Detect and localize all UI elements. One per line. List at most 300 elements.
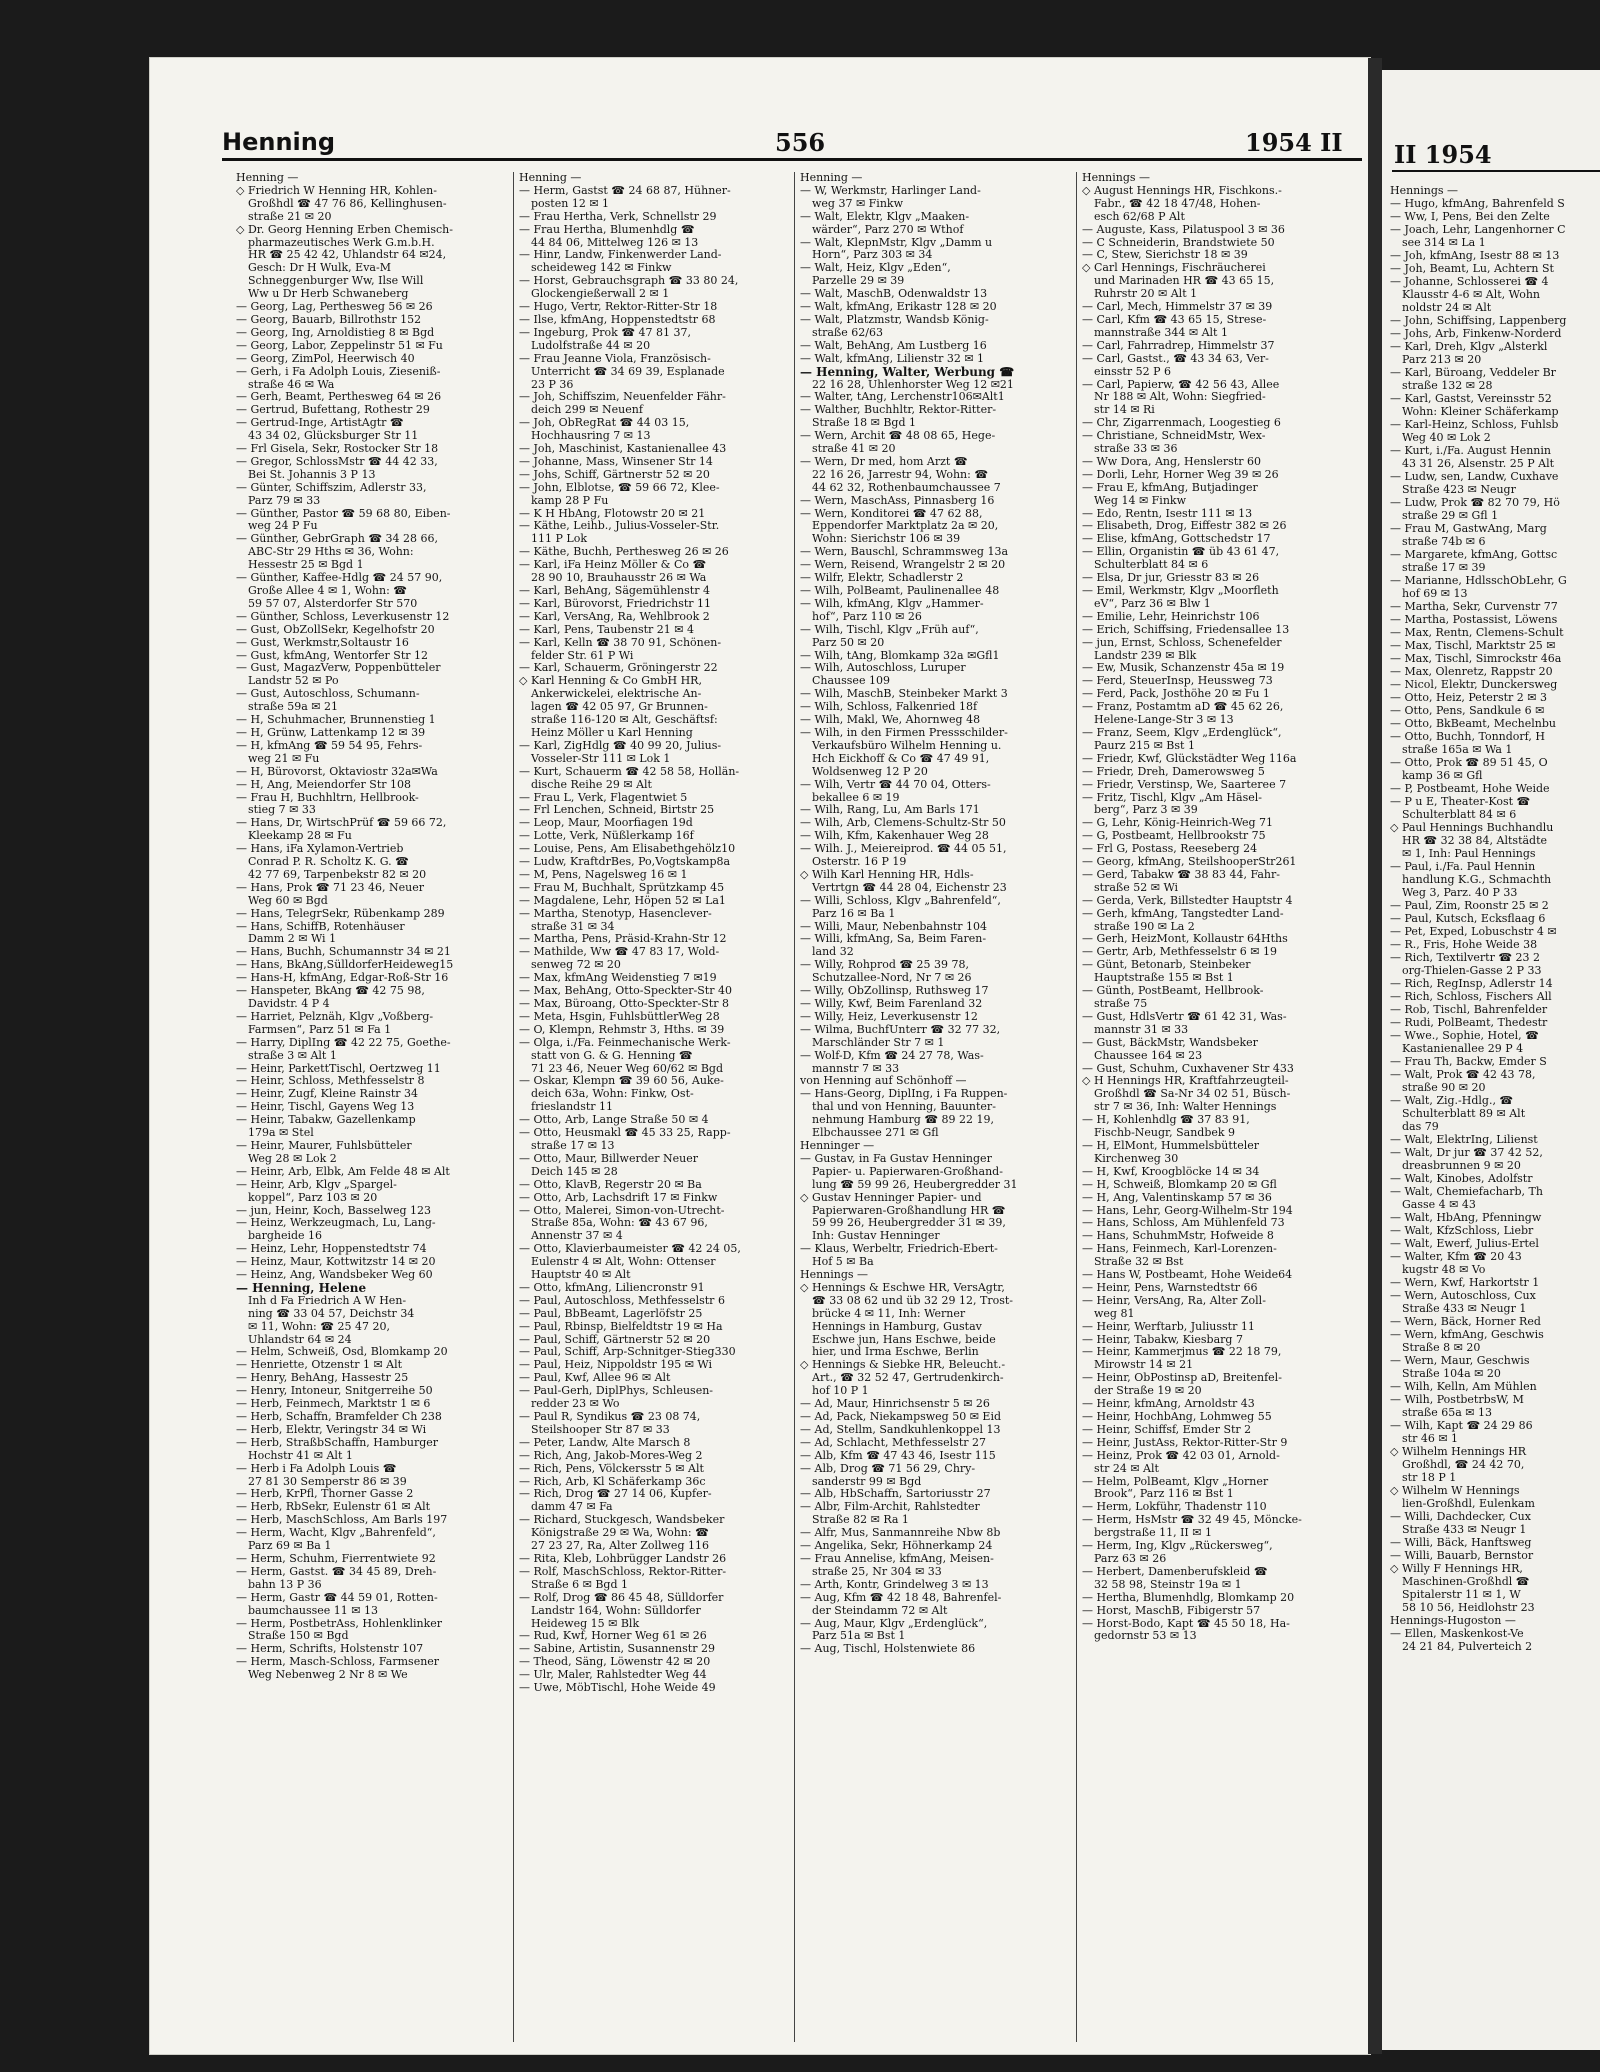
listing-line: ◇ Gustav Henninger Papier- und — [800, 1191, 982, 1204]
listing-line: Papierwaren-Großhandlung HR ☎ — [812, 1204, 1006, 1217]
listing-line: Fischb-Neugr, Sandbek 9 — [1094, 1127, 1236, 1140]
listing-line: — Heinr, Tabakw, Gazellenkamp — [236, 1114, 416, 1127]
listing-line: ◇ Willy F Hennings HR, — [1390, 1562, 1523, 1575]
listing-line: der Straße 19 ✉ 20 — [1094, 1385, 1202, 1398]
listing-line: — Willy, ObZollinsp, Ruthsweg 17 — [800, 985, 989, 998]
listing-line: Hauptstr 40 ✉ Alt — [531, 1269, 631, 1282]
listing-line: 59 99 26, Heubergredder 31 ✉ 39, — [812, 1217, 1006, 1230]
listing-line: — Herb, StraßbSchaffn, Hamburger — [236, 1436, 439, 1449]
listing-line: Parz 63 ✉ 26 — [1094, 1552, 1167, 1565]
listing-line: ✉ 11, Wohn: ☎ 25 47 20, — [248, 1320, 390, 1333]
listing-line: — H, Kohlenhdlg ☎ 37 83 91, — [1082, 1114, 1250, 1127]
listing-line: — Wilh, Vertr ☎ 44 70 04, Otters- — [800, 778, 991, 791]
listing-line: Conrad P. R. Scholtz K. G. ☎ — [248, 856, 409, 869]
listing-line: pharmazeutisches Werk G.m.b.H. — [248, 236, 435, 249]
listing-line: — Elise, kfmAng, Gottschedstr 17 — [1082, 533, 1271, 546]
listing-line: — Herm, Schuhm, Fierrentwiete 92 — [236, 1552, 436, 1565]
listing-line: — Frau Hertha, Verk, Schnellstr 29 — [519, 210, 717, 223]
listing-line: senweg 72 ✉ 20 — [531, 959, 621, 972]
listing-line: ◇ Hennings & Siebke HR, Beleucht.- — [800, 1359, 1006, 1372]
listing-line: — Heinr, Kammerjmus ☎ 22 18 79, — [1082, 1346, 1282, 1359]
listing-line: — Hugo, Vertr, Rektor-Ritter-Str 18 — [519, 301, 718, 314]
listing-line: — Gerda, Verk, Billstedter Hauptstr 4 — [1082, 894, 1293, 907]
listing-line: — Ludw, KraftdrBes, Po,Vogtskamp8a — [519, 856, 731, 869]
listing-line: — H, Kwf, Kroogblöcke 14 ✉ 34 — [1082, 1165, 1260, 1178]
listing-line: — Georg, Labor, Zeppelinstr 51 ✉ Fu — [236, 339, 443, 352]
listing-line: — P u E, Theater-Kost ☎ — [1390, 795, 1531, 808]
listing-line: straße 75 — [1094, 998, 1148, 1010]
listing-line: Eulenstr 4 ✉ Alt, Wohn: Ottenser — [531, 1256, 716, 1269]
listing-line: lung ☎ 59 99 26, Heubergredder 31 — [812, 1178, 1018, 1191]
listing-line: — Willi, Dachdecker, Cux — [1390, 1510, 1531, 1523]
listing-line: str 18 P 1 — [1402, 1471, 1457, 1484]
listing-line: Horn“, Parz 303 ✉ 34 — [812, 249, 933, 262]
listing-line: esch 62/68 P Alt — [1094, 210, 1185, 223]
listing-line: Ww u Dr Herb Schwaneberg — [248, 288, 409, 301]
listing-line: — Gust, Werkmstr,Soltaustr 16 — [236, 636, 409, 649]
listing-line: stieg 7 ✉ 33 — [248, 804, 316, 817]
listing-line: Heideweg 15 ✉ Blk — [531, 1617, 640, 1630]
listing-line: — Walt, Dr jur ☎ 37 42 52, — [1390, 1146, 1543, 1159]
listing-line: Weg Nebenweg 2 Nr 8 ✉ We — [248, 1669, 408, 1682]
listing-line: — Henriette, Otzenstr 1 ✉ Alt — [236, 1359, 403, 1372]
listing-line: Ludolfstraße 44 ✉ 20 — [531, 339, 651, 352]
listing-line: Straße 104a ✉ 20 — [1402, 1367, 1501, 1380]
listing-line: — Johanne, Schlosserei ☎ 4 — [1390, 275, 1549, 288]
listing-line: — Ad, Schlacht, Methfesselstr 27 — [800, 1436, 986, 1449]
listing-line: Kastanienallee 29 P 4 — [1402, 1042, 1524, 1055]
listing-line: — Otto, Buchh, Tonndorf, H — [1390, 730, 1545, 743]
listing-line: 71 23 46, Neuer Weg 60/62 ✉ Bgd — [531, 1062, 723, 1075]
listing-line: straße 65a ✉ 13 — [1402, 1406, 1492, 1419]
listing-line: Marschländer Str 7 ✉ 1 — [812, 1036, 945, 1049]
listing-line: — Paul, Rbinsp, Bielfeldtstr 19 ✉ Ha — [519, 1320, 723, 1333]
facing-listing-column — [1390, 184, 1600, 1653]
listing-line: — Wilh, Kelln, Am Mühlen — [1390, 1380, 1537, 1393]
listing-line: — Hans, Schloss, Am Mühlenfeld 73 — [1082, 1217, 1285, 1230]
listing-line: — Gust, MagazVerw, Poppenbütteler — [236, 662, 441, 675]
listing-line: — Joh, ObRegRat ☎ 44 03 15, — [519, 417, 690, 430]
listing-line: kugstr 48 ✉ Vo — [1402, 1263, 1486, 1276]
listing-line: — Walt, Kinobes, Adolfstr — [1390, 1172, 1533, 1185]
listing-line: — Paul, Schiff, Gärtnerstr 52 ✉ 20 — [519, 1333, 711, 1346]
listing-line: — Frau Jeanne Viola, Französisch- — [519, 352, 711, 365]
listing-line: — John, Elblotse, ☎ 59 66 72, Klee- — [519, 481, 720, 494]
listing-line: Wohn: Sierichstr 106 ✉ 39 — [812, 533, 961, 546]
listing-line: — Wern, Dr med, hom Arzt ☎ — [800, 455, 968, 468]
listing-line: 24 21 84, Pulverteich 2 — [1402, 1640, 1533, 1653]
listing-line: Fabr., ☎ 42 18 47/48, Hohen- — [1094, 197, 1261, 210]
listing-line: — Paul, Zim, Roonstr 25 ✉ 2 — [1390, 899, 1549, 912]
listing-line: — Rolf, MaschSchloss, Rektor-Ritter- — [519, 1565, 727, 1578]
listing-line: — Joach, Lehr, Langenhorner C — [1390, 223, 1566, 236]
listing-line: — Walt, KlepnMstr, Klgv „Damm u — [800, 236, 993, 249]
listing-line: — Carl, Kfm ☎ 43 65 15, Strese- — [1082, 313, 1267, 326]
listing-line: — Heinr, kfmAng, Arnoldstr 43 — [1082, 1398, 1255, 1411]
listing-line: — Herm, Ing, Klgv „Rückersweg“, — [1082, 1540, 1273, 1553]
listing-line: — Otto, Heusmakl ☎ 45 33 25, Rapp- — [519, 1127, 731, 1140]
listing-line: — Max, kfmAng Weidenstieg 7 ✉19 — [519, 972, 717, 985]
listing-line: — Rita, Kleb, Lohbrügger Landstr 26 — [519, 1552, 727, 1565]
listing-line: — H, ElMont, Hummelsbütteler — [1082, 1139, 1259, 1152]
listing-line: Mirowstr 14 ✉ 21 — [1094, 1359, 1194, 1372]
listing-line: — Frau H, Buchhltrn, Hellbrook- — [236, 791, 419, 804]
listing-line: — Gust, HdlsVertr ☎ 61 42 31, Was- — [1082, 1010, 1287, 1023]
listing-line: posten 12 ✉ 1 — [531, 197, 610, 210]
listing-line: — Wilh, Arb, Clemens-Schultz-Str 50 — [800, 817, 1006, 830]
listing-line: — Gust, BäckMstr, Wandsbeker — [1082, 1036, 1258, 1049]
listing-line: Straße 150 ✉ Bgd — [248, 1630, 349, 1643]
listing-line: das 79 — [1402, 1120, 1439, 1133]
listing-line: Glockengießerwall 2 ✉ 1 — [531, 288, 670, 301]
listing-line: — Joh, Schiffszim, Neuenfelder Fähr- — [519, 391, 726, 404]
listing-line: — Helm, Schweiß, Osd, Blomkamp 20 — [236, 1346, 448, 1359]
listing-line: — Elsa, Dr jur, Griesstr 83 ✉ 26 — [1082, 572, 1260, 585]
listing-line: 22 16 28, Uhlenhorster Weg 12 ✉21 — [812, 378, 1014, 391]
listing-line: felder Str. 61 P Wi — [531, 649, 634, 662]
listing-line: — H, Schweiß, Blomkamp 20 ✉ Gfl — [1082, 1178, 1277, 1191]
listing-line: Hennings — — [1390, 184, 1459, 197]
listing-line: — Heinr, Tischl, Gayens Weg 13 — [236, 1101, 415, 1114]
listing-line: Art., ☎ 32 52 47, Gertrudenkirch- — [812, 1372, 1004, 1385]
listing-line: — Gertr, Arb, Methfesselstr 6 ✉ 19 — [1082, 946, 1277, 959]
listing-line: Schutzallee-Nord, Nr 7 ✉ 26 — [812, 972, 972, 985]
listing-line: — K H HbAng, Flotowstr 20 ✉ 21 — [519, 507, 706, 520]
listing-line: — Rich, Drog ☎ 27 14 06, Kupfer- — [519, 1488, 712, 1501]
listing-line: — Meta, Hsgin, FuhlsbüttlerWeg 28 — [519, 1010, 720, 1023]
listing-line: — Paul R, Syndikus ☎ 23 08 74, — [519, 1411, 701, 1423]
listing-line: — Heinr, Maurer, Fuhlsbütteler — [236, 1139, 412, 1152]
listing-line: Ankerwickelei, elektrische An- — [531, 688, 702, 701]
listing-line: — Heinr, HochbAng, Lohmweg 55 — [1082, 1411, 1272, 1423]
listing-line: — Angelika, Sekr, Höhnerkamp 24 — [800, 1540, 993, 1553]
listing-line: — Georg, Bauarb, Billrothstr 152 — [236, 313, 422, 326]
listing-line: ◇ Wilhelm W Hennings — [1390, 1484, 1520, 1497]
listing-line: — G, Postbeamt, Hellbrookstr 75 — [1082, 830, 1266, 843]
listing-line: Schulterblatt 84 ✉ 6 — [1094, 559, 1209, 572]
listing-line: — Herm, PostbetrAss, Hohlenklinker — [236, 1617, 443, 1630]
listing-line: — Willi, Maur, Nebenbahnstr 104 — [800, 920, 987, 933]
listing-line: Wohn: Kleiner Schäferkamp — [1402, 405, 1559, 418]
listing-line: str 24 ✉ Alt — [1094, 1462, 1159, 1475]
listing-line: — Rich, Textilvertr ☎ 23 2 — [1390, 951, 1541, 964]
listing-line: — Erich, Schiffsing, Friedensallee 13 — [1082, 623, 1290, 636]
listing-line: — Heinr, Arb, Elbk, Am Felde 48 ✉ Alt — [236, 1165, 450, 1178]
listing-line: damm 47 ✉ Fa — [531, 1501, 613, 1514]
listing-line: — Günt, Betonarb, Steinbeker — [1082, 959, 1251, 972]
listing-line: weg 81 — [1094, 1307, 1135, 1320]
listing-line: koppel“, Parz 103 ✉ 20 — [248, 1191, 378, 1204]
listing-line: Hch Eickhoff & Co ☎ 47 49 91, — [812, 752, 990, 765]
listing-line: — Alb, Drog ☎ 71 56 29, Chry- — [800, 1462, 976, 1475]
column-divider — [1076, 172, 1077, 2042]
facing-page-head: II 1954 — [1394, 140, 1492, 169]
listing-line: — Ferd, Pack, Josthöhe 20 ✉ Fu 1 — [1082, 688, 1270, 701]
listing-line: — Kurt, Schauerm ☎ 42 58 58, Hollän- — [519, 765, 740, 778]
listing-line: 32 58 98, Steinstr 19a ✉ 1 — [1094, 1578, 1242, 1591]
listing-column-2 — [519, 172, 787, 1695]
listing-line: — Otto, Klavierbaumeister ☎ 42 24 05, — [519, 1243, 741, 1256]
listing-line: land 32 — [812, 946, 854, 959]
listing-line: straße 21 ✉ 20 — [248, 210, 332, 223]
listing-line: — Max, Olenretz, Rappstr 20 — [1390, 665, 1553, 678]
listing-line: hof 10 P 1 — [812, 1385, 869, 1398]
listing-line: — Otto, kfmAng, Liliencronstr 91 — [519, 1281, 705, 1294]
listing-line: hof“, Parz 110 ✉ 26 — [812, 610, 922, 623]
listing-line: — Herb, MaschSchloss, Am Barls 197 — [236, 1514, 448, 1527]
listing-line: — Karl-Heinz, Schloss, Fuhlsb — [1390, 418, 1559, 431]
listing-line: — Hans, Buchh, Schumannstr 34 ✉ 21 — [236, 946, 451, 959]
listing-line: — Karl, iFa Heinz Möller & Co ☎ — [519, 559, 707, 572]
listing-line: — Margarete, kfmAng, Gottsc — [1390, 548, 1558, 561]
listing-line: — Hugo, kfmAng, Bahrenfeld S — [1390, 197, 1565, 210]
listing-line: Annenstr 37 ✉ 4 — [531, 1230, 623, 1243]
listing-line: Ruhrstr 20 ✉ Alt 1 — [1094, 288, 1198, 301]
listing-line: — Max, Rentn, Clemens-Schult — [1390, 626, 1564, 639]
listing-line: Hennings — — [800, 1269, 869, 1282]
listing-line: — Aug, Tischl, Holstenwiete 86 — [800, 1643, 976, 1656]
listing-line: Klausstr 4-6 ✉ Alt, Wohn — [1402, 288, 1540, 301]
listing-line: Unterricht ☎ 34 69 39, Esplanade — [531, 365, 725, 378]
listing-line: — Heinr, Tabakw, Kiesbarg 7 — [1082, 1333, 1243, 1346]
listing-line: Papier- u. Papierwaren-Großhand- — [812, 1165, 1003, 1178]
listing-line: str 46 ✉ 1 — [1402, 1432, 1459, 1445]
listing-line: Landstr 239 ✉ Blk — [1094, 649, 1197, 662]
listing-line: — Käthe, Buchh, Perthesweg 26 ✉ 26 — [519, 546, 729, 559]
listing-line: — Karl, Pens, Taubenstr 21 ✉ 4 — [519, 623, 694, 636]
listing-line: deich 299 ✉ Neuenf — [531, 404, 643, 417]
listing-line: — Paul, Kwf, Allee 96 ✉ Alt — [519, 1372, 671, 1385]
listing-line: frieslandstr 11 — [531, 1101, 614, 1114]
listing-line: — Herm, Gastst. ☎ 34 45 89, Dreh- — [236, 1565, 437, 1578]
listing-line: — Johanne, Mass, Winsener Str 14 — [519, 455, 713, 468]
listing-line: — Gust, Autoschloss, Schumann- — [236, 688, 420, 701]
listing-line: — Wern, Maur, Geschwis — [1390, 1354, 1530, 1367]
listing-line: Steilshooper Str 87 ✉ 33 — [531, 1423, 670, 1436]
listing-line: — Gust, Schuhm, Cuxhavener Str 433 — [1082, 1062, 1294, 1075]
listing-line: — Alb, Kfm ☎ 47 43 46, Isestr 115 — [800, 1449, 996, 1462]
listing-line: Chaussee 164 ✉ 23 — [1094, 1049, 1203, 1062]
listing-line: — Walt, HbAng, Pfenningw — [1390, 1211, 1542, 1224]
listing-line: — H, Grünw, Lattenkamp 12 ✉ 39 — [236, 726, 426, 739]
listing-line: — Johs, Arb, Finkenw-Norderd — [1390, 327, 1562, 340]
listing-line: ◇ Hennings & Eschwe HR, VersAgtr, — [800, 1281, 1005, 1294]
listing-line: ning ☎ 33 04 57, Deichstr 34 — [248, 1307, 415, 1320]
listing-line: einsstr 52 P 6 — [1094, 365, 1171, 378]
listing-line: Hauptstraße 155 ✉ Bst 1 — [1094, 972, 1234, 985]
listing-line: — Lotte, Verk, Nüßlerkamp 16f — [519, 830, 694, 843]
listing-line: Große Allee 4 ✉ 1, Wohn: ☎ — [248, 585, 407, 597]
listing-line: Gasse 4 ✉ 43 — [1402, 1198, 1476, 1211]
listing-line: lagen ☎ 42 05 97, Gr Brunnen- — [531, 701, 708, 714]
listing-line: — Ellin, Organistin ☎ üb 43 61 47, — [1082, 546, 1280, 559]
listing-line: — Chr, Zigarrenmach, Loogestieg 6 — [1082, 417, 1281, 430]
listing-line: — G, Lehr, König-Heinrich-Weg 71 — [1082, 817, 1274, 830]
listing-line: — Frl Gisela, Sekr, Rostocker Str 18 — [236, 443, 439, 456]
listing-line: — Johs, Schiff, Gärtnerstr 52 ✉ 20 — [519, 468, 710, 481]
listing-line: — Wern, Reisend, Wrangelstr 2 ✉ 20 — [800, 559, 1006, 572]
listing-line: — Wilh, Tischl, Klgv „Früh auf“, — [800, 623, 979, 636]
listing-line: 42 77 69, Tarpenbekstr 82 ✉ 20 — [248, 868, 427, 881]
listing-line: straße 90 ✉ 20 — [1402, 1081, 1486, 1094]
listing-line: — Frau E, kfmAng, Butjadinger — [1082, 481, 1258, 494]
listing-line: straße 17 ✉ 39 — [1402, 561, 1486, 574]
listing-line: — Ww Dora, Ang, Henslerstr 60 — [1082, 455, 1261, 468]
listing-line: Parz 16 ✉ Ba 1 — [812, 907, 896, 920]
listing-line: Hennings — — [1082, 172, 1151, 184]
listing-line: — Kurt, i./Fa. August Hennin — [1390, 444, 1551, 457]
listing-line: — Günth, PostBeamt, Hellbrook- — [1082, 985, 1264, 998]
listing-line: Hochhausring 7 ✉ 13 — [531, 430, 651, 443]
listing-line: — Gerh, Beamt, Perthesweg 64 ✉ 26 — [236, 391, 442, 404]
listing-line: — Hans, Dr, WirtschPrüf ☎ 59 66 72, — [236, 817, 447, 830]
listing-line: 23 P 36 — [531, 378, 574, 391]
listing-line: — Heinz, Maur, Kottwitzstr 14 ✉ 20 — [236, 1256, 436, 1269]
listing-line: — Wilh, MaschB, Steinbeker Markt 3 — [800, 688, 1008, 701]
listing-line: — Gertrud, Bufettang, Rothestr 29 — [236, 404, 430, 417]
listing-line: eV“, Parz 36 ✉ Blw 1 — [1094, 597, 1211, 610]
listing-line: — Wilh, Makl, We, Ahornweg 48 — [800, 714, 981, 727]
listing-line: — Uwe, MöbTischl, Hohe Weide 49 — [519, 1682, 716, 1695]
listing-line: — Käthe, Leihb., Julius-Vosseler-Str. — [519, 520, 720, 533]
listing-column-3 — [800, 172, 1068, 1656]
listing-line: — Wilh, kfmAng, Klgv „Hammer- — [800, 597, 984, 610]
listing-line: — Hanspeter, BkAng ☎ 42 75 98, — [236, 985, 425, 998]
listing-line: — Martha, Sekr, Curvenstr 77 — [1390, 600, 1558, 613]
listing-line: Straße 85a, Wohn: ☎ 43 67 96, — [531, 1217, 708, 1230]
listing-line: Straße 8 ✉ 20 — [1402, 1341, 1481, 1354]
listing-line: nehmung Hamburg ☎ 89 22 19, — [812, 1114, 994, 1127]
listing-line: — Mathilde, Ww ☎ 47 83 17, Wold- — [519, 946, 720, 959]
listing-line: Brook“, Parz 116 ✉ Bst 1 — [1094, 1488, 1234, 1501]
listing-line: — Christiane, SchneidMstr, Wex- — [1082, 430, 1266, 443]
listing-line: Weg 40 ✉ Lok 2 — [1402, 431, 1491, 444]
listing-line: Spitalerstr 11 ✉ 1, W — [1402, 1588, 1521, 1601]
listing-line: — Wern, Autoschloss, Cux — [1390, 1289, 1536, 1302]
listing-line: — Walt, Elektr, Klgv „Maaken- — [800, 210, 970, 223]
listing-line: Parz 51a ✉ Bst 1 — [812, 1630, 906, 1643]
listing-line: — Georg, Ing, Arnoldistieg 8 ✉ Bgd — [236, 326, 435, 339]
listing-line: Inh d Fa Friedrich A W Hen- — [248, 1294, 407, 1307]
listing-line: — Ew, Musik, Schanzenstr 45a ✉ 19 — [1082, 662, 1285, 675]
listing-line: — Paul, Schiff, Arp-Schnitger-Stieg330 — [519, 1346, 736, 1359]
listing-line: — Sabine, Artistin, Susannenstr 29 — [519, 1643, 715, 1656]
listing-line: — Willi, Schloss, Klgv „Bahrenfeld“, — [800, 894, 1001, 907]
listing-line: ◇ Friedrich W Henning HR, Kohlen- — [236, 184, 437, 197]
listing-line: — O, Klempn, Rehmstr 3, Hths. ✉ 39 — [519, 1023, 725, 1036]
listing-line: — Otto, Arb, Lange Straße 50 ✉ 4 — [519, 1114, 709, 1127]
listing-line: — Walt, Chemiefacharb, Th — [1390, 1185, 1543, 1198]
listing-line: — Paul, i./Fa. Paul Hennin — [1390, 860, 1536, 873]
listing-line: — Friedr, Kwf, Glückstädter Weg 116a — [1082, 752, 1297, 765]
listing-line: und Marinaden HR ☎ 43 65 15, — [1094, 275, 1275, 288]
listing-line: dreasbrunnen 9 ✉ 20 — [1402, 1159, 1521, 1172]
listing-line: — Heinr, JustAss, Rektor-Ritter-Str 9 — [1082, 1436, 1288, 1449]
listing-line: — Heinr, Zugf, Kleine Rainstr 34 — [236, 1088, 419, 1101]
listing-line: hier, und Irma Eschwe, Berlin — [812, 1346, 979, 1359]
listing-line: Vertrtgn ☎ 44 28 04, Eichenstr 23 — [812, 881, 1007, 894]
listing-line: — Hans, iFa Xylamon-Vertrieb — [236, 843, 404, 856]
listing-line: — Herb, KrPfl, Thorner Gasse 2 — [236, 1488, 414, 1501]
listing-line: der Steindamm 72 ✉ Alt — [812, 1604, 948, 1617]
listing-line: straße 52 ✉ Wi — [1094, 881, 1179, 894]
listing-line: Paurz 215 ✉ Bst 1 — [1094, 739, 1195, 752]
listing-line: — Wilma, BuchfUnterr ☎ 32 77 32, — [800, 1023, 1001, 1036]
listing-line: — Günther, Schloss, Leverkusenstr 12 — [236, 610, 450, 623]
listing-line: — Wilh, PolBeamt, Paulinenallee 48 — [800, 585, 1000, 597]
listing-line: — Hans, TelegrSekr, Rübenkamp 289 — [236, 907, 445, 920]
listing-line: — Nicol, Elektr, Dunckersweg — [1390, 678, 1558, 691]
listing-line: — Rich, RegInsp, Adlerstr 14 — [1390, 977, 1553, 990]
listing-line: Straße 433 ✉ Neugr 1 — [1402, 1523, 1527, 1536]
listing-line: Osterstr. 16 P 19 — [812, 856, 907, 869]
listing-line: — jun, Ernst, Schloss, Schenefelder — [1082, 636, 1282, 649]
listing-line: — Frau M, GastwAng, Marg — [1390, 522, 1547, 535]
listing-line: — Günter, Schiffszim, Adlerstr 33, — [236, 481, 427, 494]
listing-line: — Rich, Schloss, Fischers All — [1390, 990, 1552, 1003]
listing-line: — Wilh, tAng, Blomkamp 32a ✉Gfl1 — [800, 649, 1000, 662]
listing-line: bahn 13 P 36 — [248, 1578, 322, 1591]
listing-line: — R., Fris, Hohe Weide 38 — [1390, 938, 1538, 951]
listing-line: ◇ Paul Hennings Buchhandlu — [1390, 821, 1554, 834]
listing-line: — Aug, Maur, Klgv „Erdenglück“, — [800, 1617, 988, 1630]
listing-line: gedornstr 53 ✉ 13 — [1094, 1630, 1197, 1643]
listing-line: — C, Stew, Sierichstr 18 ✉ 39 — [1082, 249, 1248, 262]
listing-line: — Herbert, Damenberufskleid ☎ — [1082, 1565, 1268, 1578]
listing-line: — Heinr, VersAng, Ra, Alter Zoll- — [1082, 1294, 1266, 1307]
listing-line: — H, Bürovorst, Oktaviostr 32a✉Wa — [236, 765, 438, 778]
listing-line: — W, Werkmstr, Harlinger Land- — [800, 184, 981, 197]
listing-line: — H, Schuhmacher, Brunnenstieg 1 — [236, 714, 436, 727]
listing-line: — Frau Annelise, kfmAng, Meisen- — [800, 1552, 994, 1565]
listing-line: — Heinr, Arb, Klgv „Spargel- — [236, 1178, 397, 1191]
listing-line: Schulterblatt 89 ✉ Alt — [1402, 1107, 1526, 1120]
listing-line: deich 63a, Wohn: Finkw, Ost- — [531, 1088, 694, 1101]
listing-line: Königstraße 29 ✉ Wa, Wohn: ☎ — [531, 1527, 709, 1540]
listing-line: — Wern, kfmAng, Geschwis — [1390, 1328, 1544, 1341]
listing-line: — Friedr, Verstinsp, We, Saarteree 7 — [1082, 778, 1287, 791]
listing-line: Landstr 52 ✉ Po — [248, 675, 339, 688]
listing-line: — Frau L, Verk, Flagentwiet 5 — [519, 791, 688, 804]
listing-line: — Herm, Masch-Schloss, Farmsener — [236, 1656, 440, 1669]
listing-line: — Herm, HsMstr ☎ 32 49 45, Möncke- — [1082, 1514, 1302, 1527]
listing-line: — Harriet, Pelznäh, Klgv „Voßberg- — [236, 1010, 434, 1023]
listing-line: Parzelle 29 ✉ 39 — [812, 275, 905, 288]
listing-line: — Herm, Gastr ☎ 44 59 01, Rotten- — [236, 1591, 438, 1604]
listing-line: — Louise, Pens, Am Elisabethgehölz10 — [519, 843, 736, 856]
listing-line: wärder“, Parz 270 ✉ Wthof — [812, 223, 964, 236]
listing-line: — Otto, Pens, Sandkule 6 ✉ — [1390, 704, 1545, 717]
listing-line: — Hans, Lehr, Georg-Wilhelm-Str 194 — [1082, 1204, 1293, 1217]
listing-line: — Herm, Schrifts, Holstenstr 107 — [236, 1643, 424, 1656]
listing-line: see 314 ✉ La 1 — [1402, 236, 1486, 249]
listing-line: — Paul, Kutsch, Ecksflaag 6 — [1390, 912, 1546, 925]
listing-line: — Alb, HbSchaffn, Sartoriusstr 27 — [800, 1488, 991, 1501]
listing-line: — Ludw, Prok ☎ 82 70 79, Hö — [1390, 496, 1560, 509]
listing-line: ◇ Wilh Karl Henning HR, Hdls- — [800, 868, 974, 881]
listing-line: — Paul, BbBeamt, Lagerlöfstr 25 — [519, 1307, 703, 1320]
listing-line: — Hans, Prok ☎ 71 23 46, Neuer — [236, 881, 424, 894]
listing-line: — Hans-H, kfmAng, Edgar-Roß-Str 16 — [236, 972, 449, 985]
listing-line: straße 59a ✉ 21 — [248, 701, 338, 714]
listing-line: — Rich, Ang, Jakob-Mores-Weg 2 — [519, 1449, 703, 1462]
facing-page — [1382, 70, 1600, 2050]
listing-line: 58 10 56, Heidlohstr 23 — [1402, 1601, 1535, 1614]
listing-line: ✉ 1, Inh: Paul Hennings — [1402, 847, 1536, 860]
listing-line: — Richard, Stuckgesch, Wandsbeker — [519, 1514, 725, 1527]
listing-line: — Aug, Kfm ☎ 42 18 48, Bahrenfel- — [800, 1591, 1002, 1604]
listing-line: — Heinz, Prok ☎ 42 03 01, Arnold- — [1082, 1449, 1280, 1462]
